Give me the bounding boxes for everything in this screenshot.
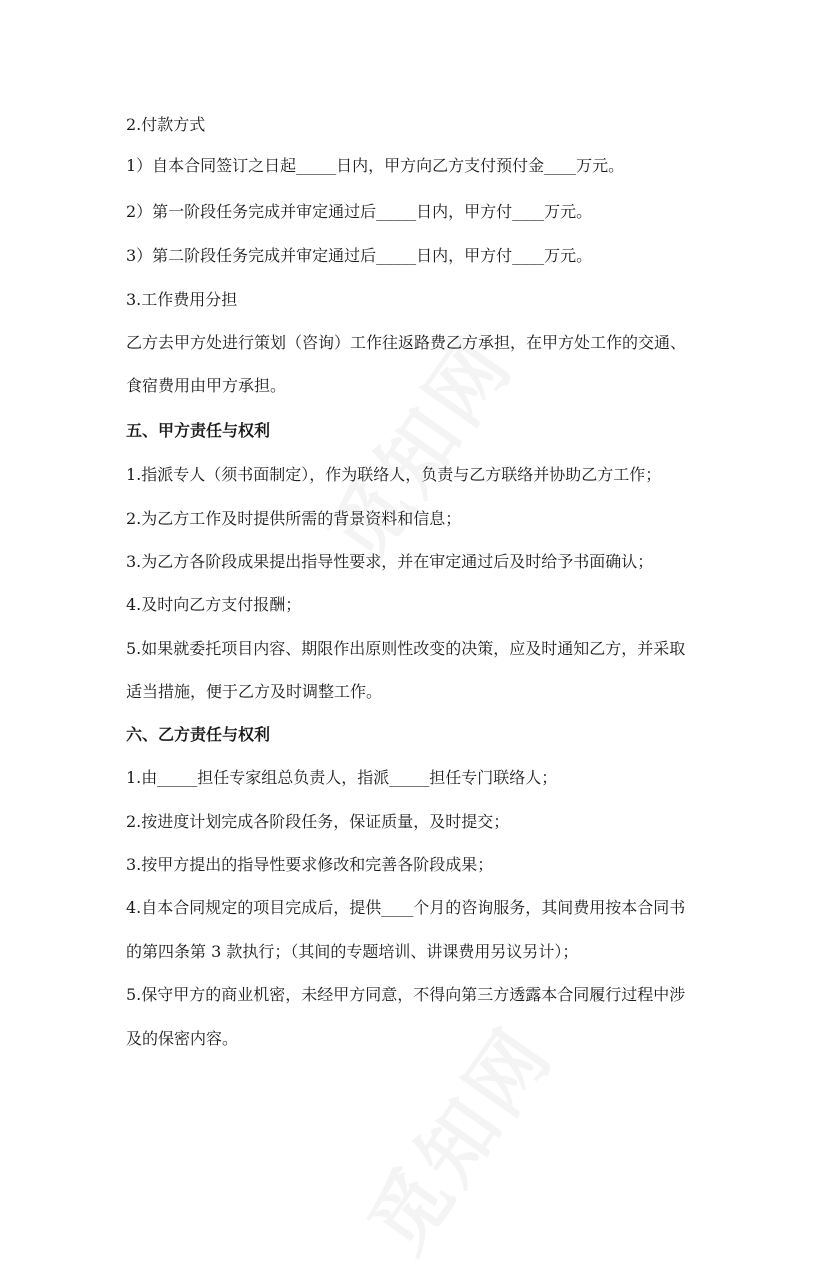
line-party-a-5a: 5.如果就委托项目内容、期限作出原则性改变的决策，应及时通知乙方，并采取 [126, 639, 686, 658]
line-party-a-2: 2.为乙方工作及时提供所需的背景资料和信息； [126, 509, 462, 528]
line-party-a-1: 1.指派专人（须书面制定），作为联络人，负责与乙方联络并协助乙方工作； [126, 465, 662, 484]
line-payment-1: 1）自本合同签订之日起_____日内，甲方向乙方支付预付金____万元。 [126, 156, 625, 175]
line-party-b-3: 3.按甲方提出的指导性要求修改和完善各阶段成果； [126, 855, 494, 874]
line-cost-sharing-body-2: 食宿费用由甲方承担。 [126, 376, 287, 395]
line-cost-sharing: 3.工作费用分担 [126, 290, 238, 309]
line-party-b-4b: 的第四条第 3 款执行；（其间的专题培训、讲课费用另议另计）； [126, 942, 579, 961]
line-payment-2: 2）第一阶段任务完成并审定通过后_____日内，甲方付____万元。 [126, 202, 593, 221]
section-heading-party-b: 六、乙方责任与权利 [126, 725, 271, 744]
line-party-b-2: 2.按进度计划完成各阶段任务，保证质量，及时提交； [126, 812, 510, 831]
line-party-b-5b: 及的保密内容。 [126, 1029, 239, 1048]
line-party-b-5a: 5.保守甲方的商业机密，未经甲方同意，不得向第三方透露本合同履行过程中涉 [126, 985, 686, 1004]
line-party-a-5b: 适当措施，便于乙方及时调整工作。 [126, 682, 383, 701]
line-party-a-3: 3.为乙方各阶段成果提出指导性要求，并在审定通过后及时给予书面确认； [126, 552, 654, 571]
section-heading-party-a: 五、甲方责任与权利 [126, 421, 271, 440]
line-party-a-4: 4.及时向乙方支付报酬； [126, 595, 302, 614]
line-cost-sharing-body-1: 乙方去甲方处进行策划（咨询）工作往返路费乙方承担，在甲方处工作的交通、 [126, 333, 687, 352]
line-payment-3: 3）第二阶段任务完成并审定通过后_____日内，甲方付____万元。 [126, 246, 593, 265]
line-party-b-1: 1.由_____担任专家组总负责人，指派_____担任专门联络人； [126, 768, 558, 787]
line-party-b-4a: 4.自本合同规定的项目完成后，提供____个月的咨询服务，其间费用按本合同书 [126, 898, 686, 917]
line-payment-method: 2.付款方式 [126, 115, 206, 134]
